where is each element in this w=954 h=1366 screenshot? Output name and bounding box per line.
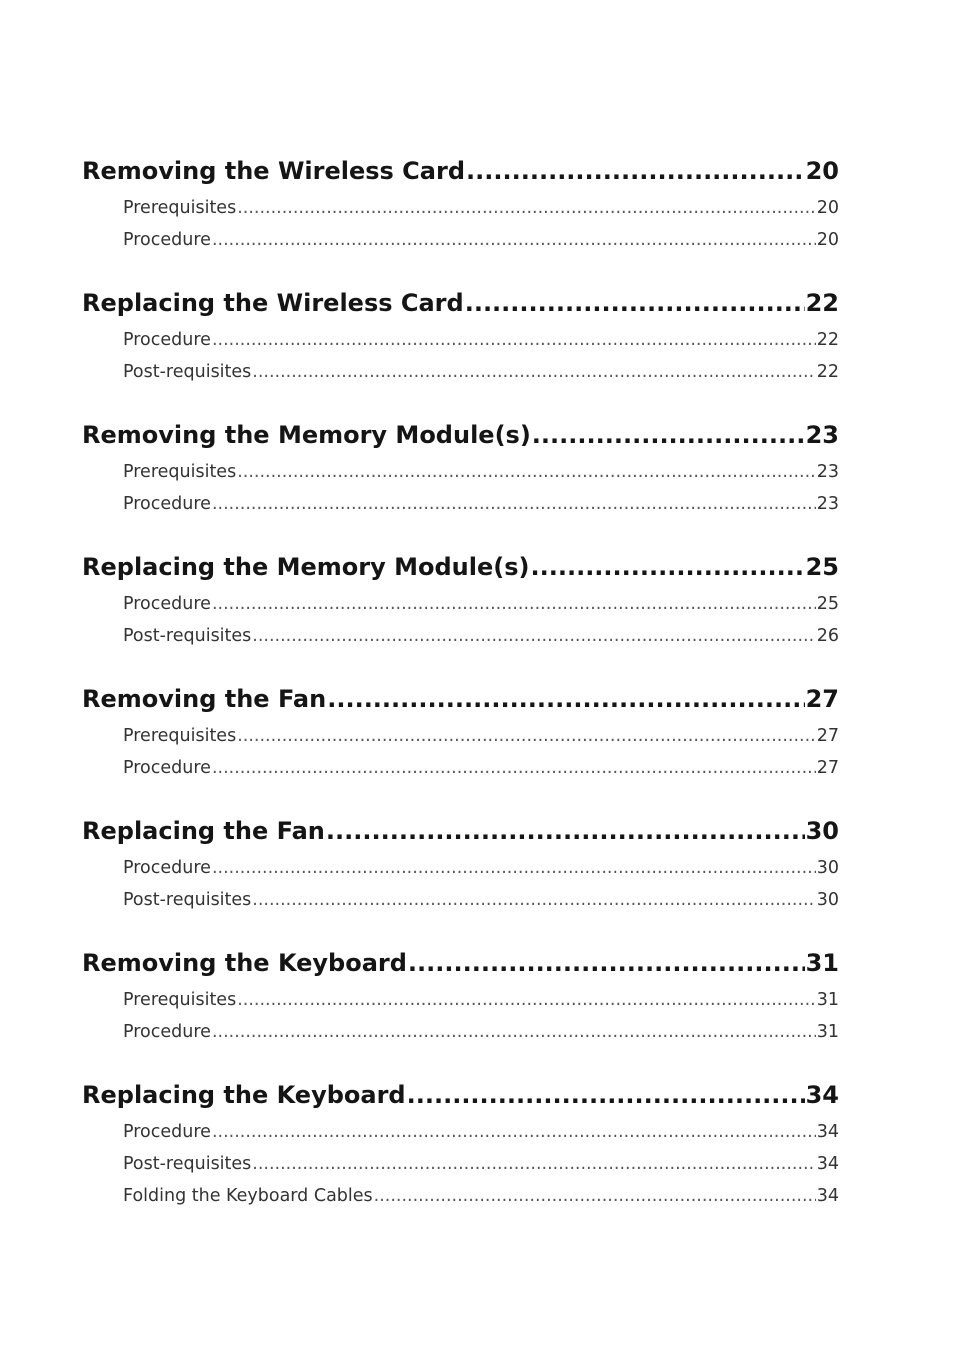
dot-leader [212, 852, 816, 884]
toc-heading-entry[interactable] [82, 942, 839, 984]
dot-leader [465, 282, 805, 324]
toc-heading-page: 31 [805, 949, 839, 977]
toc-heading-entry[interactable] [82, 678, 839, 720]
toc-heading-entry[interactable] [82, 810, 839, 852]
toc-section [82, 942, 839, 1048]
toc-subentry-page: 34 [816, 1122, 839, 1142]
toc-heading-title: Removing the Keyboard [82, 949, 407, 977]
dot-leader [212, 588, 816, 620]
toc-heading-page: 34 [805, 1081, 839, 1109]
toc-heading-entry[interactable] [82, 282, 839, 324]
toc-heading-title: Removing the Memory Module(s) [82, 421, 531, 449]
dot-leader [252, 356, 815, 388]
toc-heading-entry[interactable] [82, 546, 839, 588]
toc-subentry-label: Procedure [123, 1122, 211, 1142]
dot-leader [237, 192, 816, 224]
toc-subentry[interactable] [82, 1180, 839, 1212]
dot-leader [327, 678, 804, 720]
toc-subentry-page: 22 [816, 330, 839, 350]
dot-leader [237, 720, 816, 752]
toc-heading-page: 25 [805, 553, 839, 581]
toc-section [82, 414, 839, 520]
toc-subentry[interactable] [82, 620, 839, 652]
dot-leader [374, 1180, 816, 1212]
dot-leader [326, 810, 805, 852]
toc-subentry-label: Post-requisites [123, 362, 252, 382]
dot-leader [532, 414, 805, 456]
toc-heading-entry[interactable] [82, 414, 839, 456]
toc-subentry[interactable] [82, 1148, 839, 1180]
dot-leader [252, 1148, 815, 1180]
toc-subentry-page: 20 [816, 198, 839, 218]
toc-heading-title: Removing the Fan [82, 685, 327, 713]
toc-heading-page: 30 [805, 817, 839, 845]
toc-heading-title: Replacing the Wireless Card [82, 289, 464, 317]
dot-leader [530, 546, 804, 588]
toc-section [82, 150, 839, 256]
toc-subentry[interactable] [82, 852, 839, 884]
toc-subentry-page: 22 [816, 362, 839, 382]
toc-subentry-page: 25 [816, 594, 839, 614]
dot-leader [212, 224, 816, 256]
toc-subentry[interactable] [82, 456, 839, 488]
toc-subentry-page: 34 [816, 1186, 839, 1206]
toc-heading-page: 23 [805, 421, 839, 449]
toc-subentry-label: Procedure [123, 494, 211, 514]
toc-subentry-label: Procedure [123, 594, 211, 614]
dot-leader [407, 1074, 805, 1116]
dot-leader [466, 150, 805, 192]
toc-section [82, 1074, 839, 1212]
toc-heading-page: 27 [805, 685, 839, 713]
toc-subentry-page: 23 [816, 462, 839, 482]
dot-leader [212, 488, 816, 520]
toc-subentry-label: Procedure [123, 230, 211, 250]
toc-subentry-page: 26 [816, 626, 839, 646]
toc-subentry[interactable] [82, 984, 839, 1016]
toc-subentry-page: 31 [816, 990, 839, 1010]
dot-leader [408, 942, 805, 984]
toc-subentry[interactable] [82, 752, 839, 784]
toc-subentry-label: Prerequisites [123, 990, 237, 1010]
toc-heading-title: Removing the Wireless Card [82, 157, 466, 185]
toc-subentry[interactable] [82, 1016, 839, 1048]
toc-subentry-page: 31 [816, 1022, 839, 1042]
toc-subentry-label: Prerequisites [123, 198, 237, 218]
toc-subentry-label: Procedure [123, 1022, 211, 1042]
toc-subentry-label: Prerequisites [123, 462, 237, 482]
toc-heading-entry[interactable] [82, 150, 839, 192]
toc-heading-entry[interactable] [82, 1074, 839, 1116]
toc-subentry[interactable] [82, 488, 839, 520]
toc-subentry[interactable] [82, 192, 839, 224]
toc-subentry-page: 27 [816, 758, 839, 778]
toc-subentry-label: Post-requisites [123, 626, 252, 646]
toc-subentry[interactable] [82, 356, 839, 388]
toc-subentry-label: Procedure [123, 858, 211, 878]
toc-section [82, 810, 839, 916]
toc-subentry-page: 20 [816, 230, 839, 250]
toc-subentry-label: Post-requisites [123, 890, 252, 910]
toc-section [82, 282, 839, 388]
toc-heading-page: 22 [805, 289, 839, 317]
toc-subentry-page: 34 [816, 1154, 839, 1174]
toc-subentry[interactable] [82, 224, 839, 256]
toc-subentry[interactable] [82, 720, 839, 752]
toc-section [82, 678, 839, 784]
toc-subentry-label: Prerequisites [123, 726, 237, 746]
dot-leader [237, 984, 816, 1016]
toc-subentry-label: Folding the Keyboard Cables [123, 1186, 373, 1206]
toc-subentry-page: 30 [816, 858, 839, 878]
toc-heading-title: Replacing the Fan [82, 817, 325, 845]
dot-leader [212, 324, 816, 356]
toc-section [82, 546, 839, 652]
toc-subentry-label: Procedure [123, 758, 211, 778]
toc-heading-title: Replacing the Keyboard [82, 1081, 406, 1109]
toc-subentry-page: 30 [816, 890, 839, 910]
toc-subentry-page: 27 [816, 726, 839, 746]
toc-subentry-label: Procedure [123, 330, 211, 350]
dot-leader [212, 1116, 816, 1148]
toc-subentry-label: Post-requisites [123, 1154, 252, 1174]
table-of-contents [82, 150, 839, 1212]
dot-leader [252, 884, 815, 916]
toc-heading-page: 20 [805, 157, 839, 185]
dot-leader [212, 1016, 816, 1048]
toc-heading-title: Replacing the Memory Module(s) [82, 553, 530, 581]
toc-subentry-page: 23 [816, 494, 839, 514]
toc-subentry[interactable] [82, 588, 839, 620]
toc-subentry[interactable] [82, 884, 839, 916]
toc-subentry[interactable] [82, 324, 839, 356]
dot-leader [252, 620, 815, 652]
toc-subentry[interactable] [82, 1116, 839, 1148]
dot-leader [237, 456, 816, 488]
dot-leader [212, 752, 816, 784]
